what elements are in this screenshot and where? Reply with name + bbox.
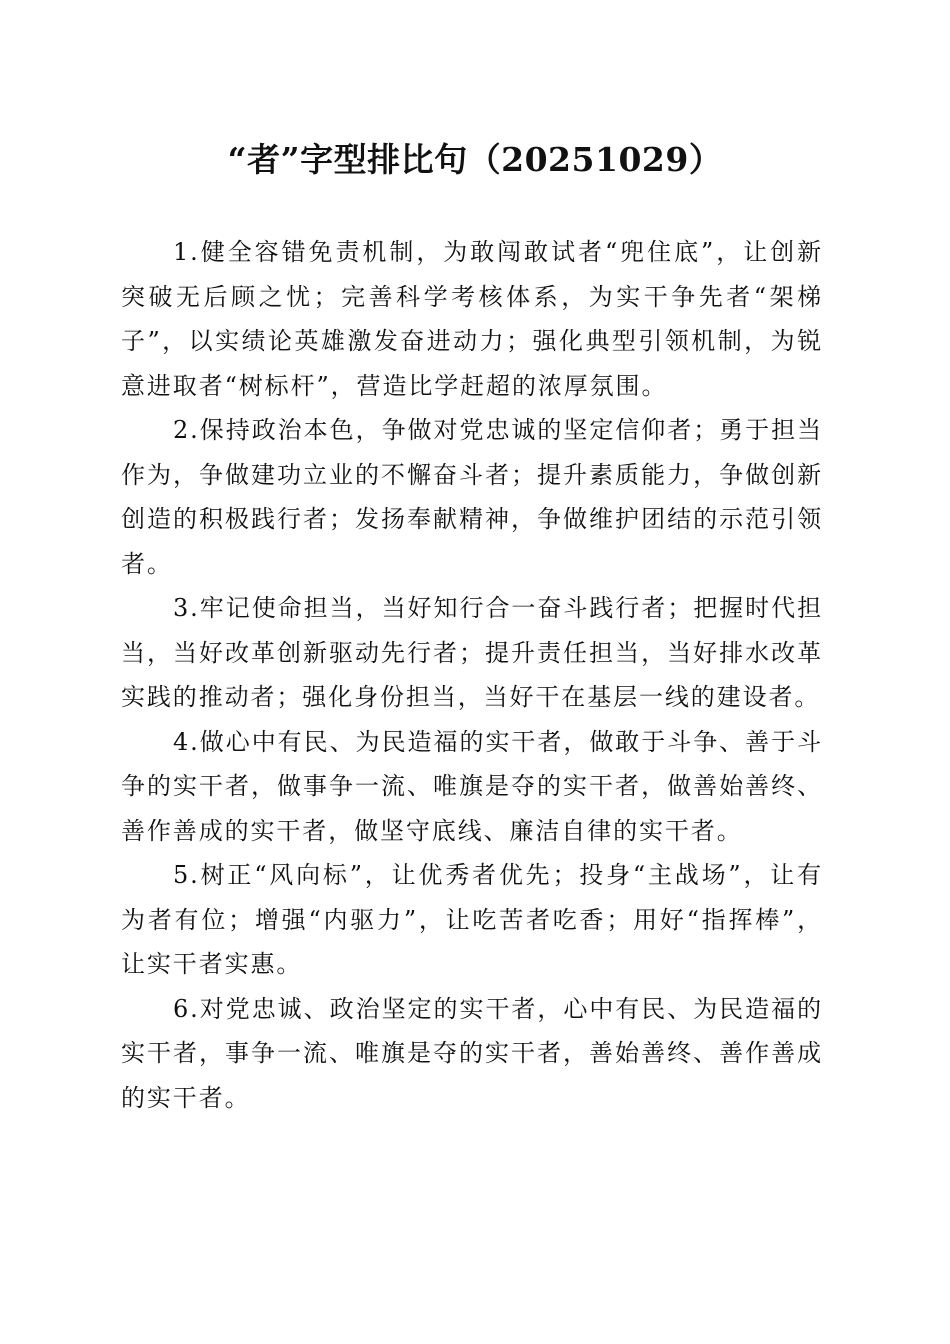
page-title: “者”字型排比句（20251029） [227, 140, 723, 179]
document-body [121, 230, 823, 1120]
paragraph-6: 6.对党忠诚、政治坚定的实干者，心中有民、为民造福的实干者，事争一流、唯旗是夺的实干者，善始善终、善作善成的实干者。 [121, 994, 823, 1112]
paragraph-4: 4.做心中有民、为民造福的实干者，做敢于斗争、善于斗争的实干者，做事争一流、唯旗是夺的实干者，做善始善终、善作善成的实干者，做坚守底线、廉洁自律的实干者。 [121, 727, 823, 845]
paragraph-5: 5.树正“风向标”，让优秀者优先；投身“主战场”，让有为者有位；增强“内驱力”，让吃苦者吃香；用好“指挥棒”，让实干者实惠。 [121, 861, 823, 978]
paragraph-2: 2.保持政治本色，争做对党忠诚的坚定信仰者；勇于担当作为，争做建功立业的不懈奋斗者；提升素质能力，争做创新创造的积极践行者；发扬奉献精神，争做维护团结的示范引领者。 [121, 416, 823, 578]
paragraph-3: 3.牢记使命担当，当好知行合一奋斗践行者；把握时代担当，当好改革创新驱动先行者；提升责任担当，当好排水改革实践的推动者；强化身份担当，当好干在基层一线的建设者。 [121, 594, 823, 711]
paragraph-1: 1.健全容错免责机制，为敢闯敢试者“兜住底”，让创新突破无后顾之忧；完善科学考核体系，为实干争先者“架梯子”，以实绩论英雄激发奋进动力；强化典型引领机制，为锐意进取者“树标杆”，营造比学赶超的浓厚氛围。 [121, 238, 823, 400]
